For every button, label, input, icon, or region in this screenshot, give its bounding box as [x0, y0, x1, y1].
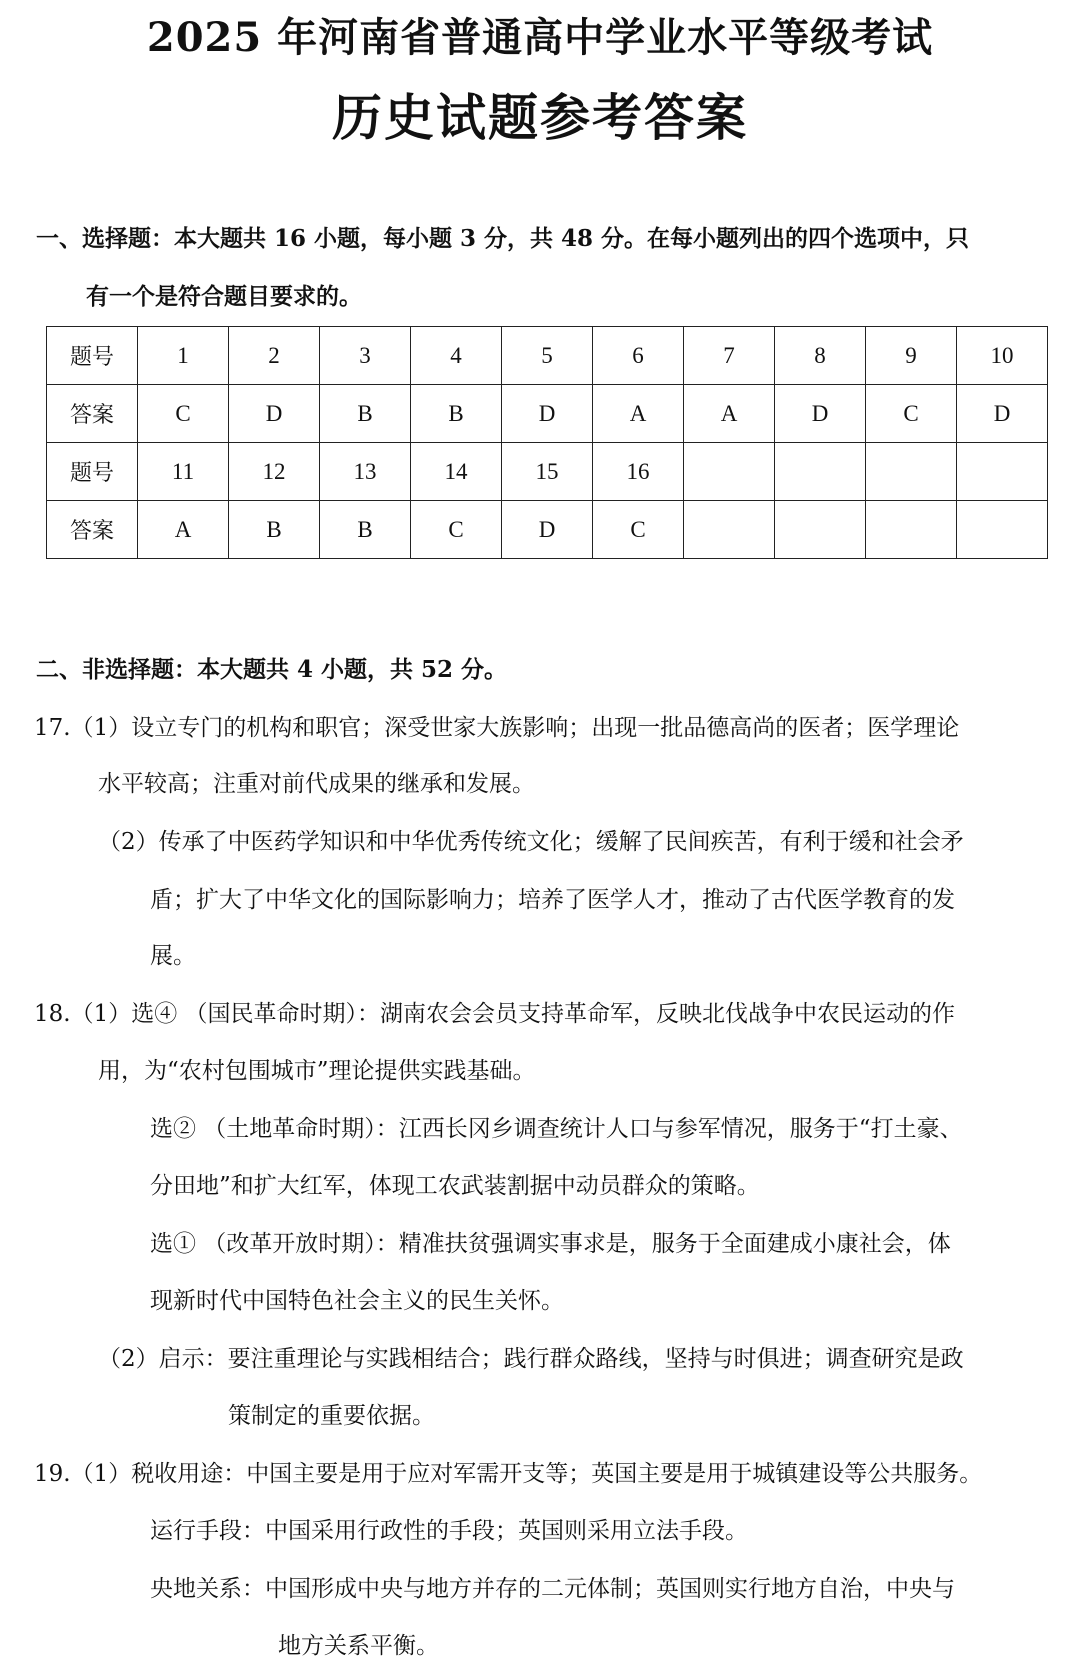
table-cell — [684, 501, 775, 559]
table-cell: B — [411, 385, 502, 443]
table-cell: 7 — [684, 327, 775, 385]
q18-part1-line3: 选② （土地革命时期）：江西长冈乡调查统计人口与参军情况，服务于“打土豪、 — [150, 1116, 963, 1142]
q19-part1-line1: 19.（1）税收用途：中国主要是用于应对军需开支等；英国主要是用于城镇建设等公共服务。 — [34, 1461, 983, 1487]
table-cell: 15 — [502, 443, 593, 501]
table-row — [47, 443, 1048, 501]
table-cell: 答案 — [47, 385, 138, 443]
q18-part1-line2: 用，为“农村包围城市”理论提供实践基础。 — [98, 1058, 536, 1084]
q18-part1-line6: 现新时代中国特色社会主义的民生关怀。 — [150, 1288, 564, 1314]
table-cell: 4 — [411, 327, 502, 385]
table-cell: 题号 — [47, 443, 138, 501]
document-subtitle: 历史试题参考答案 — [332, 88, 748, 147]
q17-part2-line3: 展。 — [150, 943, 196, 969]
q19-part1-line3: 央地关系：中国形成中央与地方并存的二元体制；英国则实行地方自治，中央与 — [150, 1576, 955, 1602]
q18-part1-line4: 分田地”和扩大红军，体现工农武装割据中动员群众的策略。 — [150, 1173, 760, 1199]
table-cell: 13 — [320, 443, 411, 501]
table-cell: D — [502, 501, 593, 559]
table-cell: 11 — [138, 443, 229, 501]
q19-part1-line4: 地方关系平衡。 — [278, 1633, 439, 1659]
table-cell: 题号 — [47, 327, 138, 385]
table-cell: C — [866, 385, 957, 443]
answer-table — [46, 326, 1048, 559]
table-cell: 16 — [593, 443, 684, 501]
q17-part2-line2: 盾；扩大了中华文化的国际影响力；培养了医学人才，推动了古代医学教育的发 — [150, 887, 955, 913]
table-cell — [775, 501, 866, 559]
table-cell — [866, 501, 957, 559]
section1-heading: 一、选择题：本大题共 16 小题，每小题 3 分，共 48 分。在每小题列出的四个选项中，只 — [36, 225, 970, 252]
table-cell: 2 — [229, 327, 320, 385]
table-cell: 8 — [775, 327, 866, 385]
table-cell: D — [957, 385, 1048, 443]
table-cell: 1 — [138, 327, 229, 385]
q19-part1-line2: 运行手段：中国采用行政性的手段；英国则采用立法手段。 — [150, 1518, 748, 1544]
q17-part2-line1: （2）传承了中医药学知识和中华优秀传统文化；缓解了民间疾苦，有利于缓和社会矛 — [98, 829, 964, 855]
table-cell: 10 — [957, 327, 1048, 385]
q18-part1-line5: 选① （改革开放时期）：精准扶贫强调实事求是，服务于全面建成小康社会，体 — [150, 1231, 951, 1257]
table-row — [47, 501, 1048, 559]
section1-heading-cont: 有一个是符合题目要求的。 — [86, 283, 362, 310]
table-cell: 9 — [866, 327, 957, 385]
table-cell — [684, 443, 775, 501]
table-cell: A — [593, 385, 684, 443]
table-row — [47, 327, 1048, 385]
table-cell — [957, 501, 1048, 559]
table-cell: D — [775, 385, 866, 443]
table-cell — [866, 443, 957, 501]
q17-part1-line1: 17.（1）设立专门的机构和职官；深受世家大族影响；出现一批品德高尚的医者；医学理论 — [34, 715, 960, 741]
table-cell: D — [229, 385, 320, 443]
table-cell: C — [593, 501, 684, 559]
table-cell: C — [411, 501, 502, 559]
table-cell: 3 — [320, 327, 411, 385]
table-cell: 5 — [502, 327, 593, 385]
table-cell: B — [320, 501, 411, 559]
exam-title: 2025 年河南省普通高中学业水平等级考试 — [146, 14, 934, 61]
table-cell — [957, 443, 1048, 501]
table-cell: 答案 — [47, 501, 138, 559]
table-cell: D — [502, 385, 593, 443]
table-cell: B — [229, 501, 320, 559]
section2-heading: 二、非选择题：本大题共 4 小题，共 52 分。 — [36, 656, 508, 683]
q18-part1-line1: 18.（1）选④ （国民革命时期）：湖南农会会员支持革命军，反映北伐战争中农民运动的作 — [34, 1001, 956, 1027]
table-row — [47, 385, 1048, 443]
table-cell: A — [138, 501, 229, 559]
table-cell: C — [138, 385, 229, 443]
q18-part2-line1: （2）启示：要注重理论与实践相结合；践行群众路线，坚持与时俱进；调查研究是政 — [98, 1346, 964, 1372]
table-cell: A — [684, 385, 775, 443]
table-cell — [775, 443, 866, 501]
table-cell: 6 — [593, 327, 684, 385]
q17-part1-line2: 水平较高；注重对前代成果的继承和发展。 — [98, 771, 535, 797]
table-cell: 14 — [411, 443, 502, 501]
table-cell: B — [320, 385, 411, 443]
table-cell: 12 — [229, 443, 320, 501]
q18-part2-line2: 策制定的重要依据。 — [228, 1403, 435, 1429]
